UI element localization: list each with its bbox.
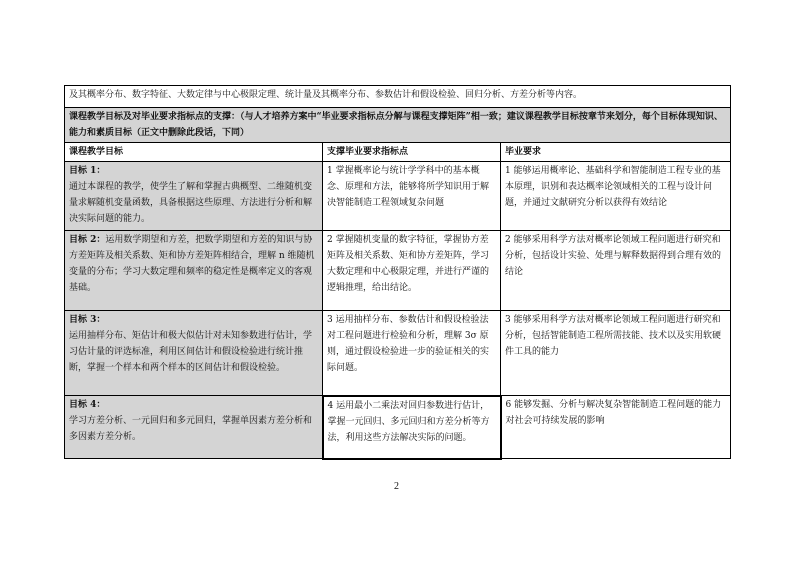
table-row: [65, 311, 731, 396]
table-row: [65, 162, 731, 231]
header-goal: 课程教学目标: [65, 143, 323, 162]
goal-label: 目标 3：: [69, 315, 106, 325]
table-row: [65, 396, 731, 459]
indicator-cell: 4 运用最小二乘法对回归参数进行估计，掌握一元回归、多元回归和方差分析等方法，利用这些方法解决实际的问题。: [323, 396, 501, 459]
goal-text: 学习方差分析、一元回归和多元回归，掌握单因素方差分析和多因素方差分析。: [69, 416, 313, 442]
intro-text: 及其概率分布、数字特征、大数定律与中心极限定理、统计量及其概率分布、参数估计和假设检验、回归分析、方差分析等内容。: [65, 86, 731, 108]
goal-label: 目标 4：: [69, 400, 106, 410]
requirement-cell: 3 能够采用科学方法对概率论领域工程问题进行研究和分析，包括智能制造工程所需技能、技术以及实用软硬件工具的能力: [501, 311, 731, 396]
requirement-cell: 2 能够采用科学方法对概率论领域工程问题进行研究和分析，包括设计实验、处理与解释数据得到合理有效的结论: [501, 231, 731, 311]
goal-text: 运用数学期望和方差，把数学期望和方差的知识与协方差矩阵及相关系数、矩和协方差矩阵相结合，理解 n 维随机变量的分布；学习大数定理和频率的稳定性是概率定义的客观基础。: [69, 235, 315, 293]
header-row: [65, 143, 731, 162]
indicator-cell: 2 掌握随机变量的数字特征，掌握协方差矩阵及相关系数、矩和协方差矩阵，学习大数定理和中心极限定理，并进行严谨的逻辑推理，给出结论。: [323, 231, 501, 311]
course-objectives-table: [64, 85, 731, 460]
goal-cell: [65, 231, 323, 311]
page-number: 2: [394, 481, 399, 492]
section-note: 课程教学目标及对毕业要求指标点的支撑：（与人才培养方案中“毕业要求指标点分解与课程支撑矩阵”相一致；建议课程教学目标按章节来划分，每个目标体现知识、能力和素质目标（正文中删除此段话，下同）: [65, 108, 731, 143]
goal-label: 目标 1：: [69, 166, 106, 176]
header-requirement: 毕业要求: [501, 143, 731, 162]
goal-cell: [65, 396, 323, 459]
goal-cell: [65, 311, 323, 396]
goal-text: 通过本课程的教学，使学生了解和掌握古典概型、二维随机变量求解随机变量函数，具备根据这些原理、方法进行分析和解决实际问题的能力。: [69, 182, 313, 224]
indicator-cell: 3 运用抽样分布、参数估计和假设检验法对工程问题进行检验和分析，理解 3σ 原则，通过假设检验进一步的验证相关的实际问题。: [323, 311, 501, 396]
table-row: [65, 231, 731, 311]
goal-cell: [65, 162, 323, 231]
requirement-cell: 6 能够发掘、分析与解决复杂智能制造工程问题的能力对社会可持续发展的影响: [501, 396, 731, 459]
intro-row: [65, 86, 731, 108]
goal-text: 运用抽样分布、矩估计和极大似估计对未知参数进行估计，学习估计量的评选标准，利用区间估计和假设检验进行统计推断，掌握一个样本和两个样本的区间估计和假设检验。: [69, 331, 313, 373]
section-note-row: [65, 108, 731, 143]
indicator-cell: 1 掌握概率论与统计学学科中的基本概念、原理和方法，能够将所学知识用于解决智能制造工程领域复杂问题: [323, 162, 501, 231]
requirement-cell: 1 能够运用概率论、基础科学和智能制造工程专业的基本原理，识别和表达概率论领域相关的工程与设计问题，并通过文献研究分析以获得有效结论: [501, 162, 731, 231]
goal-label: 目标 2：: [69, 235, 106, 245]
header-indicator: 支撑毕业要求指标点: [323, 143, 501, 162]
